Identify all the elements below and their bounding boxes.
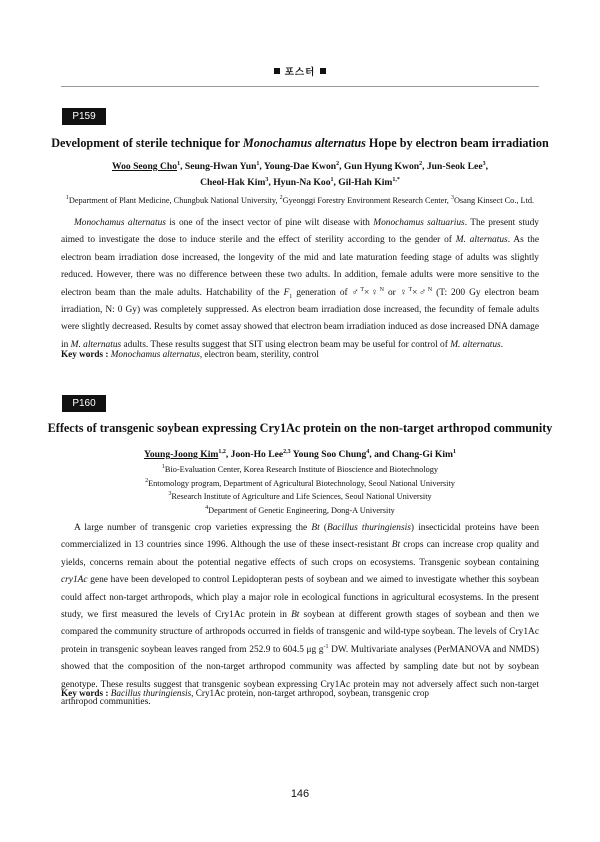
keywords xyxy=(61,688,539,698)
author-name: Chang-Gi Kim xyxy=(391,449,454,460)
author-name: Jun-Seok Lee xyxy=(426,161,483,172)
abstract xyxy=(61,215,539,354)
abstract-text: . As the electron beam irradiation dose increased, the longevity of the mid and late maturation feeding stage of adults was slightly reduced. However, there was no difference between these two adults. In addition, female adults were more sensitive to the electron beam than the male adults. Hatchability of the xyxy=(61,235,539,298)
author-sup: 1,2 xyxy=(218,448,226,455)
species-name: M. alternatus xyxy=(70,339,122,350)
author-sup: 3 xyxy=(265,176,269,183)
poster-title xyxy=(40,136,560,151)
author-sup: 3 xyxy=(482,160,486,167)
author-sup: 1 xyxy=(453,448,457,455)
keyword-species: Monochamus alternatus, xyxy=(110,349,203,359)
author-name: Hyun-Na Koo xyxy=(273,177,331,188)
author-sup: 1 xyxy=(330,176,334,183)
abstract-text: . xyxy=(500,339,504,350)
affil-sup: 2 xyxy=(145,477,149,484)
abstract-text: is one of the insect vector of pine wilt disease with xyxy=(165,218,374,228)
abstract-text: crops can increase crop quality and yields, concerns remain about the potential negative effects of such crops on ecosystems. Transgenic soybean containing xyxy=(61,540,539,568)
abstract-paragraph xyxy=(61,520,539,711)
keywords-label: Key words : xyxy=(61,688,109,698)
keywords-label: Key words : xyxy=(61,349,109,359)
author-name: Seung-Hwan Yun xyxy=(184,161,257,172)
author-sup: 4 xyxy=(366,448,370,455)
author-name: Young Soo Chung xyxy=(292,449,367,460)
species-name: Monochamus saltuarius xyxy=(373,218,465,228)
author-list: Woo Seong Cho$^1$, Seung-Hwan Yun$^1$, Young-Dae Kwon$^2$, Gun Hyung Kwon$^2$, Jun-Seok Lee$^3$, Cheol-Hak Kim$^3$, Hyun-Na Koo$^1$, Gil-Hah Kim$^{1,*}$ xyxy=(112,160,488,188)
cross-symbol: ×♀ xyxy=(364,287,380,298)
species-name: Monochamus alternatus xyxy=(74,218,166,228)
abstract-text: adults. These results suggest that SIT using electron beam may be useful for control of xyxy=(121,339,451,350)
author-sup: 2 xyxy=(419,160,423,167)
affiliation xyxy=(40,477,560,491)
male-symbol: ♂ xyxy=(351,287,361,298)
abstract-paragraph xyxy=(61,215,539,354)
affiliation-list xyxy=(40,194,560,208)
author-name: Joon-Ho Lee xyxy=(230,449,284,460)
treatment-sup: T xyxy=(408,286,413,293)
abstract-text: generation of xyxy=(292,287,352,298)
affil-sup: 2 xyxy=(279,195,283,202)
affiliation-text: Entomology program, Department of Agricultural Biotechnology, Seoul National University xyxy=(148,478,455,488)
author-name: Gun Hyung Kwon xyxy=(343,161,420,172)
affiliation-list xyxy=(40,463,560,517)
species-name: Bt xyxy=(391,540,401,551)
abstract-text: . The present study aimed to investigate the dose to induce sterile and the effect of sterility according to the gender of xyxy=(61,218,539,246)
abstract-text: or xyxy=(383,287,400,298)
author-sup: 1 xyxy=(177,160,181,167)
poster-id-badge: P160 xyxy=(62,395,106,412)
generation-subscript: 1 xyxy=(289,293,293,300)
treatment-sup: T xyxy=(360,286,364,293)
affil-sup: 3 xyxy=(450,195,454,202)
square-bullet-icon xyxy=(320,68,326,74)
author-list: Young-Joong Kim$^{1,2}$, Joon-Ho Lee$^{2,3}$ Young Soo Chung$^4$, and Chang-Gi Kim$^1$ xyxy=(143,448,457,460)
author-name: Young-Joong Kim xyxy=(143,449,219,460)
author-sup: 1 xyxy=(256,160,260,167)
affil-sup: 1 xyxy=(161,464,165,471)
author-name: Gil-Hah Kim xyxy=(338,177,393,188)
author-name: Cheol-Hak Kim xyxy=(200,177,266,188)
abstract xyxy=(61,520,539,711)
cross-symbol: ×♂ xyxy=(412,287,428,298)
abstract-text: (T: 200 Gy electron beam irradiation, N: 0 Gy) was completely suppressed. As electron beam irradiation dose increased, the fecundity of female adults were slightly decreased. Results by comet assay showed that electron beam irradiation induced as dose increased DNA damage in xyxy=(61,287,540,350)
section-header xyxy=(0,64,600,78)
author-name: Woo Seong Cho xyxy=(112,161,178,172)
species-name: Bacillus thuringiensis xyxy=(327,523,411,533)
affil-sup: 4 xyxy=(205,504,209,511)
species-name: M. alternatus xyxy=(450,339,501,350)
section-header-label: 포스터 xyxy=(284,67,316,78)
keyword-list: electron beam, sterility, control xyxy=(202,349,319,359)
affiliation-text: Research Institute of Agriculture and Life Sciences, Seoul National University xyxy=(171,492,432,501)
title-species: Monochamus alternatus xyxy=(242,136,366,150)
generation-symbol: F xyxy=(283,287,290,298)
unit-exponent: -1 xyxy=(323,643,329,650)
abstract-text: DW. Multivariate analyses (PerMANOVA and NMDS) showed that the composition of the non-target arthropod community was affected by sampling date but not by soybean genotype. These results suggest that transgenic soybean expressing Cry1Ac protein may not adversely affect such non-target arthropod communities. xyxy=(61,644,539,708)
affiliation xyxy=(40,463,560,477)
affiliation: Osang Kinsect Co., Ltd. xyxy=(453,196,535,205)
abstract-text: gene have been developed to control Lepidopteran pests of soybean and we aimed to investigate whether this soybean could affect non-target arthropods, which play a major role in ecological functions in agricultural ecosystems. In the present study, we first measured the levels of Cry1Ac protein in xyxy=(61,575,539,621)
affiliation-text: Department of Genetic Engineering, Dong-A University xyxy=(208,505,395,515)
affiliation: Gyeonggi Forestry Environment Research Center, xyxy=(282,196,451,205)
species-name: Bt xyxy=(311,523,320,533)
affiliation xyxy=(40,504,560,518)
affiliation xyxy=(40,490,560,504)
poster-id-badge: P159 xyxy=(62,108,106,125)
title-text: Development of sterile technique for xyxy=(51,136,243,150)
treatment-sup: N xyxy=(379,286,384,293)
author-sup: 1,* xyxy=(392,176,400,183)
female-symbol: ♀ xyxy=(399,287,409,298)
abstract-text: A large number of transgenic crop varieties expressing the xyxy=(74,523,312,533)
author-sup: 2,3 xyxy=(283,448,291,455)
keywords xyxy=(61,349,539,359)
gene-name: cry1Ac xyxy=(61,575,88,586)
affil-sup: 3 xyxy=(168,491,172,498)
keyword-species: Bacillus thuringiensis xyxy=(110,688,192,698)
treatment-sup: N xyxy=(427,286,433,293)
abstract-text: ( xyxy=(319,523,328,533)
title-text: Hope by electron beam irradiation xyxy=(365,136,549,150)
author-name: Young-Dae Kwon xyxy=(263,161,337,172)
abstract-text: ) insecticidal proteins have been commercialized in 13 countries since 1996. Although the use of these insect-resistant xyxy=(61,523,540,551)
affiliation-text: Bio-Evaluation Center, Korea Research Institute of Bioscience and Biotechnology xyxy=(164,465,439,474)
species-name: Bt xyxy=(291,610,300,621)
affil-sup: 1 xyxy=(65,195,69,202)
affiliation: Department of Plant Medicine, Chungbuk National University, xyxy=(68,196,280,205)
author-sup: 2 xyxy=(336,160,340,167)
square-bullet-icon xyxy=(274,68,280,74)
keyword-list: , Cry1Ac protein, non-target arthropod, soybean, transgenic crop xyxy=(191,688,430,698)
page-number: 146 xyxy=(290,788,310,800)
species-name: M. alternatus xyxy=(455,235,508,246)
abstract-text: soybean at different growth stages of soybean and then we compared the community structure of arthropods occurred in fields of transgenic and wild-type soybean. The levels of Cry1Ac protein in transgenic soybean leaves ranged from 252.9 to 604.5 μg g xyxy=(61,610,539,655)
header-rule xyxy=(61,86,539,87)
poster-title: Effects of transgenic soybean expressing Cry1Ac protein on the non-target arthropod community xyxy=(47,421,553,435)
